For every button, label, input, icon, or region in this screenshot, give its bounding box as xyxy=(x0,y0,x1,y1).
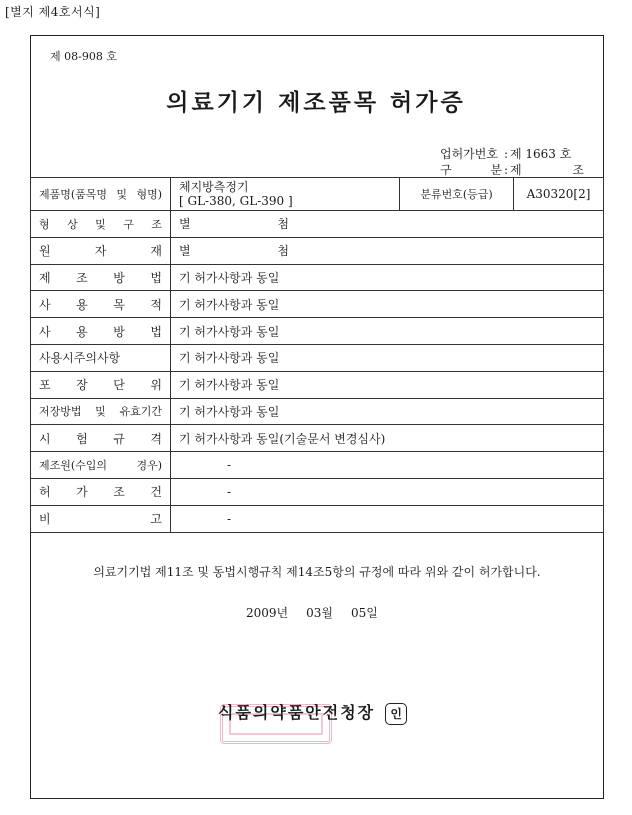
product-row xyxy=(31,178,604,211)
row-label: 원 자 재 xyxy=(31,237,171,264)
row-value: - xyxy=(171,478,604,505)
license-meta: 업허가번호 : 제 1663 호 구 분 : 제 조 xyxy=(440,147,584,177)
table-row xyxy=(31,211,604,238)
row-label: 사 용 방 법 xyxy=(31,318,171,345)
row-value-text: 별 첨 xyxy=(179,244,289,259)
issue-year: 2009년 xyxy=(246,606,289,620)
permit-table xyxy=(30,177,604,533)
table-row xyxy=(31,264,604,291)
division-value: 제 조 xyxy=(510,163,584,177)
issue-date xyxy=(246,604,396,621)
table-row xyxy=(31,371,604,398)
row-value: 기 허가사항과 동일 xyxy=(171,318,604,345)
row-value: 기 허가사항과 동일 xyxy=(171,371,604,398)
certificate-number: 제 08-908 호 xyxy=(50,50,117,63)
product-name-cell xyxy=(171,178,400,211)
row-value: 기 허가사항과 동일 xyxy=(171,398,604,425)
row-label: 허 가 조 건 xyxy=(31,478,171,505)
table-row xyxy=(31,237,604,264)
license-number-label: 업허가번호 xyxy=(440,147,498,161)
approval-statement: 의료기기법 제11조 및 동법시행규칙 제14조5항의 규정에 따라 위와 같이 허가합니다. xyxy=(93,565,541,579)
classification-label: 분류번호(등급) xyxy=(400,178,514,211)
issue-day: 05일 xyxy=(351,606,378,620)
table-row xyxy=(31,291,604,318)
division-label: 구 분 xyxy=(440,163,502,177)
row-label: 사용시주의사항 xyxy=(31,344,171,371)
row-label: 제 조 방 법 xyxy=(31,264,171,291)
row-label: 저장방법 및 유효기간 xyxy=(31,398,171,425)
product-models: [ GL-380, GL-390 ] xyxy=(179,194,293,208)
product-name: 체지방측정기 xyxy=(179,180,249,194)
table-row xyxy=(31,398,604,425)
classification-value: A30320[2] xyxy=(514,178,604,211)
row-label: 제조원(수입의 경우) xyxy=(31,452,171,479)
issuer-signature xyxy=(218,700,407,725)
row-value xyxy=(171,237,604,264)
row-value: 기 허가사항과 동일(기술문서 변경심사) xyxy=(171,425,604,452)
row-value: 기 허가사항과 동일 xyxy=(171,264,604,291)
row-value: - xyxy=(171,452,604,479)
row-label: 비 고 xyxy=(31,505,171,532)
table-row xyxy=(31,478,604,505)
license-number-value: 제 1663 호 xyxy=(510,147,572,161)
issuer-name: 식품의약품안전청장 xyxy=(218,703,376,722)
row-value-text: 별 첨 xyxy=(179,217,289,232)
row-label: 시 험 규 격 xyxy=(31,425,171,452)
product-label: 제품명(품목명 및 형명) xyxy=(31,178,171,211)
row-value xyxy=(171,211,604,238)
table-row xyxy=(31,425,604,452)
row-value: 기 허가사항과 동일 xyxy=(171,291,604,318)
row-label: 사 용 목 적 xyxy=(31,291,171,318)
table-row xyxy=(31,505,604,532)
row-label: 형 상 및 구 조 xyxy=(31,211,171,238)
table-row xyxy=(31,344,604,371)
document-title: 의료기기 제조품목 허가증 xyxy=(166,89,466,116)
row-value: 기 허가사항과 동일 xyxy=(171,344,604,371)
table-row xyxy=(31,318,604,345)
form-note: [별지 제4호서식] xyxy=(5,5,101,19)
seal-mark: 인 xyxy=(385,703,407,725)
table-row xyxy=(31,452,604,479)
row-label: 포 장 단 위 xyxy=(31,371,171,398)
row-value: - xyxy=(171,505,604,532)
issue-month: 03월 xyxy=(306,606,334,620)
